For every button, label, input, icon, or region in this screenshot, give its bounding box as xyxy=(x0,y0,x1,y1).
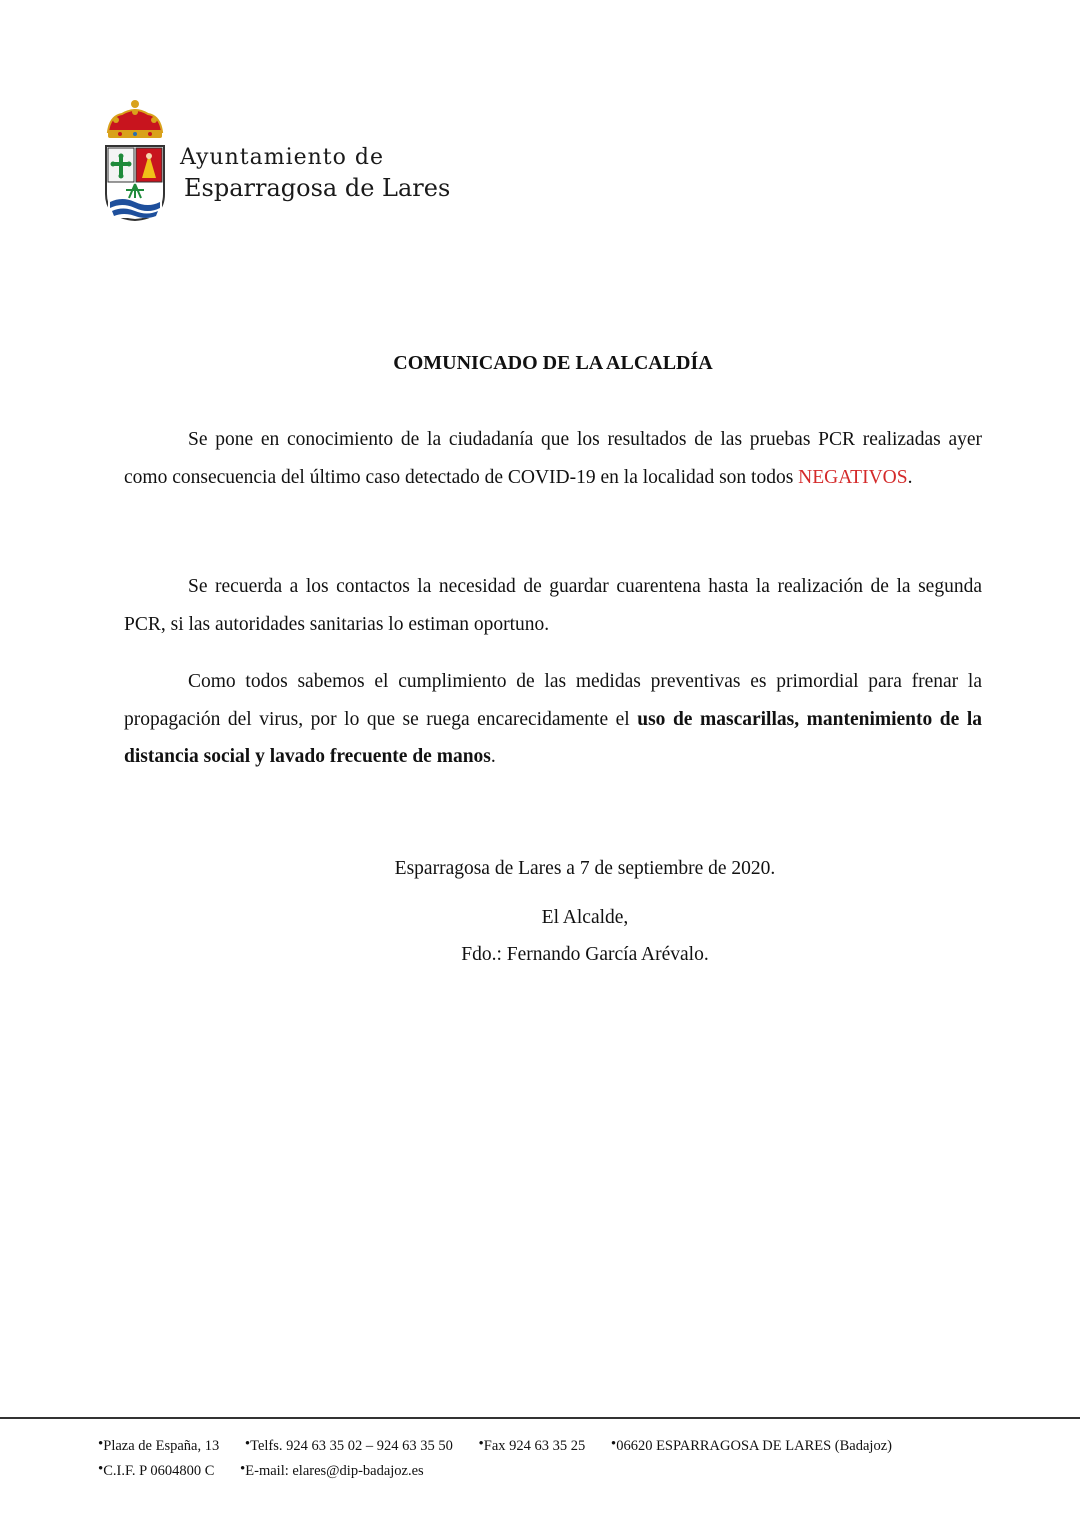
footer-address: • Plaza de España, 13 xyxy=(98,1438,219,1454)
signature-name: Fdo.: Fernando García Arévalo. xyxy=(461,944,709,965)
document-title: COMUNICADO DE LA ALCALDÍA xyxy=(393,352,713,374)
date-line: Esparragosa de Lares a 7 de septiembre de 2020. xyxy=(394,858,776,879)
paragraph-quarantine-text: Se recuerda a los contactos la necesidad de guardar cuarentena hasta la realización de la segunda PCR, si las autoridades sanitarias lo estiman oportuno. xyxy=(124,576,982,635)
footer-fax: • Fax 924 63 35 25 xyxy=(479,1438,586,1454)
paragraph-results-text: Se pone en conocimiento de la ciudadanía que los resultados de las pruebas PCR realizadas ayer como consecuencia del último caso detectado de COVID-19 en la localidad son todos xyxy=(124,429,982,488)
organization-name xyxy=(180,144,450,204)
footer-row-1 xyxy=(98,1434,914,1459)
org-line-2: Esparragosa de Lares xyxy=(184,174,451,202)
footer-phones: • Telfs. 924 63 35 02 – 924 63 35 50 xyxy=(245,1438,453,1454)
letterhead xyxy=(102,98,502,228)
footer-row-2 xyxy=(98,1459,914,1484)
paragraph-prevention-end: . xyxy=(490,746,496,767)
org-line-1: Ayuntamiento de xyxy=(180,145,384,170)
coat-of-arms-icon xyxy=(102,98,168,222)
negative-highlight: NEGATIVOS xyxy=(798,466,908,488)
footer-email: • E-mail: elares@dip-badajoz.es xyxy=(240,1463,424,1479)
paragraph-prevention-text: Como todos sabemos el cumplimiento de las medidas preventivas es primordial para frenar la propagación del virus, por lo que se ruega encarecidamente el xyxy=(124,671,982,730)
paragraph-results xyxy=(124,421,982,496)
footer-contact xyxy=(98,1434,914,1484)
paragraph-prevention xyxy=(124,663,982,776)
footer-divider xyxy=(0,1417,1080,1419)
paragraph-results-end: . xyxy=(907,466,913,488)
footer-cif: • C.I.F. P 0604800 C xyxy=(98,1463,214,1479)
paragraph-quarantine xyxy=(124,568,982,643)
signature-role: El Alcalde, xyxy=(541,907,629,928)
prevention-measures: uso de mascarillas, mantenimiento de la distancia social y lavado frecuente de manos xyxy=(124,708,982,767)
footer-postal: • 06620 ESPARRAGOSA DE LARES (Badajoz) xyxy=(611,1438,892,1454)
